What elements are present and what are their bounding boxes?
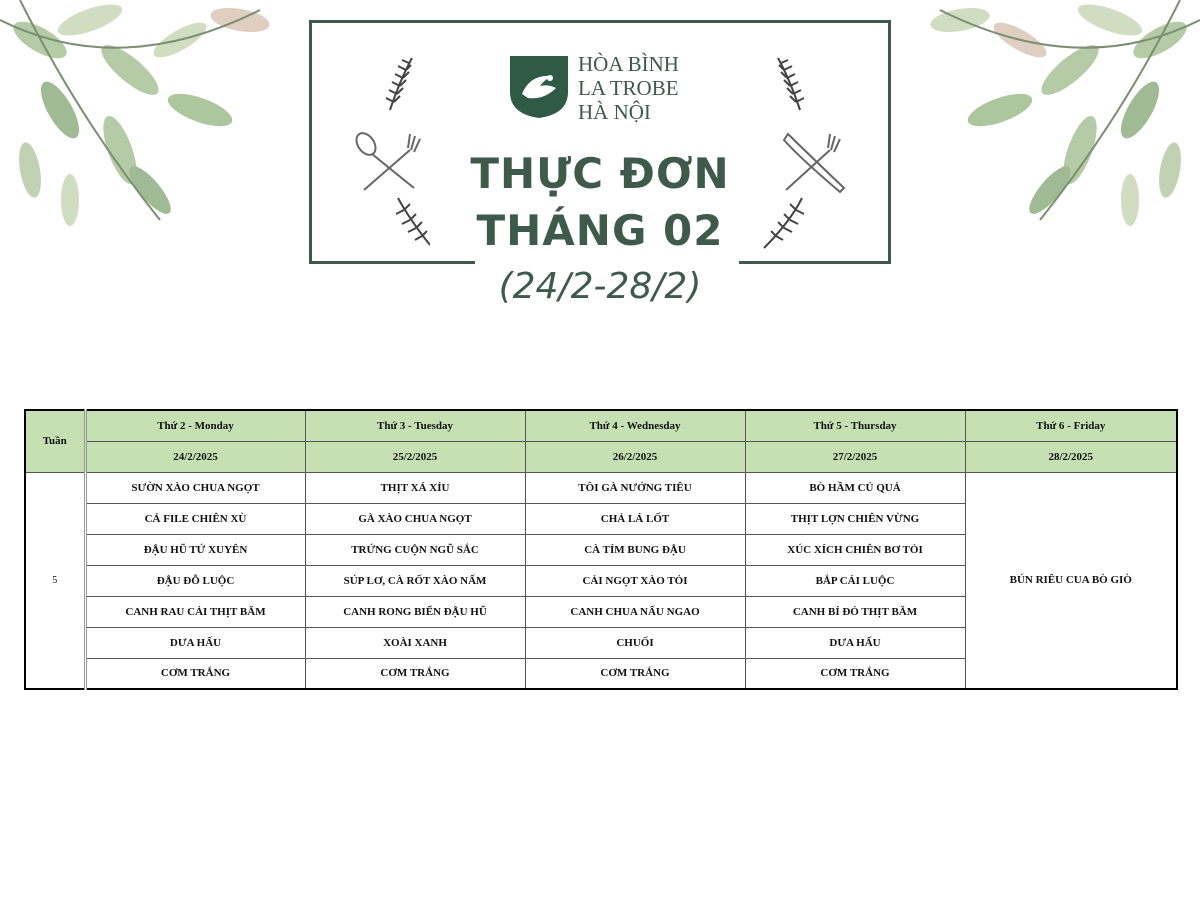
dish-cell: CƠM TRẮNG — [305, 658, 525, 689]
day-name: Thứ 5 - Thursday — [745, 410, 965, 441]
day-name-row — [25, 410, 1177, 441]
friday-dish: BÚN RIÊU CUA BÒ GIÒ — [965, 472, 1177, 689]
school-name-line: HÀ NỘI — [578, 100, 651, 124]
date-range: (24/2-28/2) — [498, 266, 702, 307]
dish-cell: ĐẬU HŨ TỨ XUYÊN — [85, 534, 305, 565]
school-logo — [510, 56, 568, 118]
dish-cell: SƯỜN XÀO CHUA NGỌT — [85, 472, 305, 503]
day-date: 27/2/2025 — [745, 441, 965, 472]
dish-cell: DƯA HẤU — [745, 627, 965, 658]
day-name: Thứ 6 - Friday — [965, 410, 1177, 441]
dish-cell: CHẢ LÁ LỐT — [525, 503, 745, 534]
dish-cell: CƠM TRẮNG — [745, 658, 965, 689]
day-date-row — [25, 441, 1177, 472]
dish-cell: THỊT XÁ XÍU — [305, 472, 525, 503]
dish-cell: BẮP CẢI LUỘC — [745, 565, 965, 596]
week-header: Tuần — [25, 410, 85, 472]
menu-table — [24, 409, 1178, 690]
dish-cell: CẢI NGỌT XÀO TỎI — [525, 565, 745, 596]
day-date: 26/2/2025 — [525, 441, 745, 472]
table-row — [25, 472, 1177, 503]
day-name: Thứ 3 - Tuesday — [305, 410, 525, 441]
dish-cell: ĐẬU ĐỖ LUỘC — [85, 565, 305, 596]
dish-cell: CƠM TRẮNG — [85, 658, 305, 689]
dish-cell: THỊT LỢN CHIÊN VỪNG — [745, 503, 965, 534]
dish-cell: CHUỐI — [525, 627, 745, 658]
page-title: THỰC ĐƠN — [470, 149, 730, 198]
dish-cell: CÀ TÍM BUNG ĐẬU — [525, 534, 745, 565]
dish-cell: XÚC XÍCH CHIÊN BƠ TỎI — [745, 534, 965, 565]
dish-cell: XOÀI XANH — [305, 627, 525, 658]
knife-fork-icon — [760, 50, 850, 255]
day-date: 24/2/2025 — [85, 441, 305, 472]
day-date: 25/2/2025 — [305, 441, 525, 472]
spoon-fork-icon — [350, 50, 430, 255]
dish-cell: TRỨNG CUỘN NGŨ SẮC — [305, 534, 525, 565]
dish-cell: CÁ FILE CHIÊN XÙ — [85, 503, 305, 534]
week-number: 5 — [25, 472, 85, 689]
dish-cell: DƯA HẤU — [85, 627, 305, 658]
dish-cell: CANH CHUA NẤU NGAO — [525, 596, 745, 627]
dish-cell: BÒ HẦM CỦ QUẢ — [745, 472, 965, 503]
dish-cell: CANH RONG BIỂN ĐẬU HŨ — [305, 596, 525, 627]
dish-cell: CƠM TRẮNG — [525, 658, 745, 689]
dish-cell: TÔI GÀ NƯỚNG TIÊU — [525, 472, 745, 503]
dish-cell: GÀ XÀO CHUA NGỌT — [305, 503, 525, 534]
leaf-branch-icon — [900, 0, 1200, 230]
dish-cell: SÚP LƠ, CÀ RỐT XÀO NẤM — [305, 565, 525, 596]
school-name-line: LA TROBE — [578, 76, 679, 100]
day-date: 28/2/2025 — [965, 441, 1177, 472]
dish-cell: CANH BÍ ĐỎ THỊT BĂM — [745, 596, 965, 627]
day-name: Thứ 2 - Monday — [85, 410, 305, 441]
page-title-month: THÁNG 02 — [476, 206, 724, 255]
school-name-line: HÒA BÌNH — [578, 52, 679, 76]
dish-cell: CANH RAU CẢI THỊT BĂM — [85, 596, 305, 627]
leaf-branch-icon — [0, 0, 300, 230]
day-name: Thứ 4 - Wednesday — [525, 410, 745, 441]
school-name — [578, 52, 679, 124]
